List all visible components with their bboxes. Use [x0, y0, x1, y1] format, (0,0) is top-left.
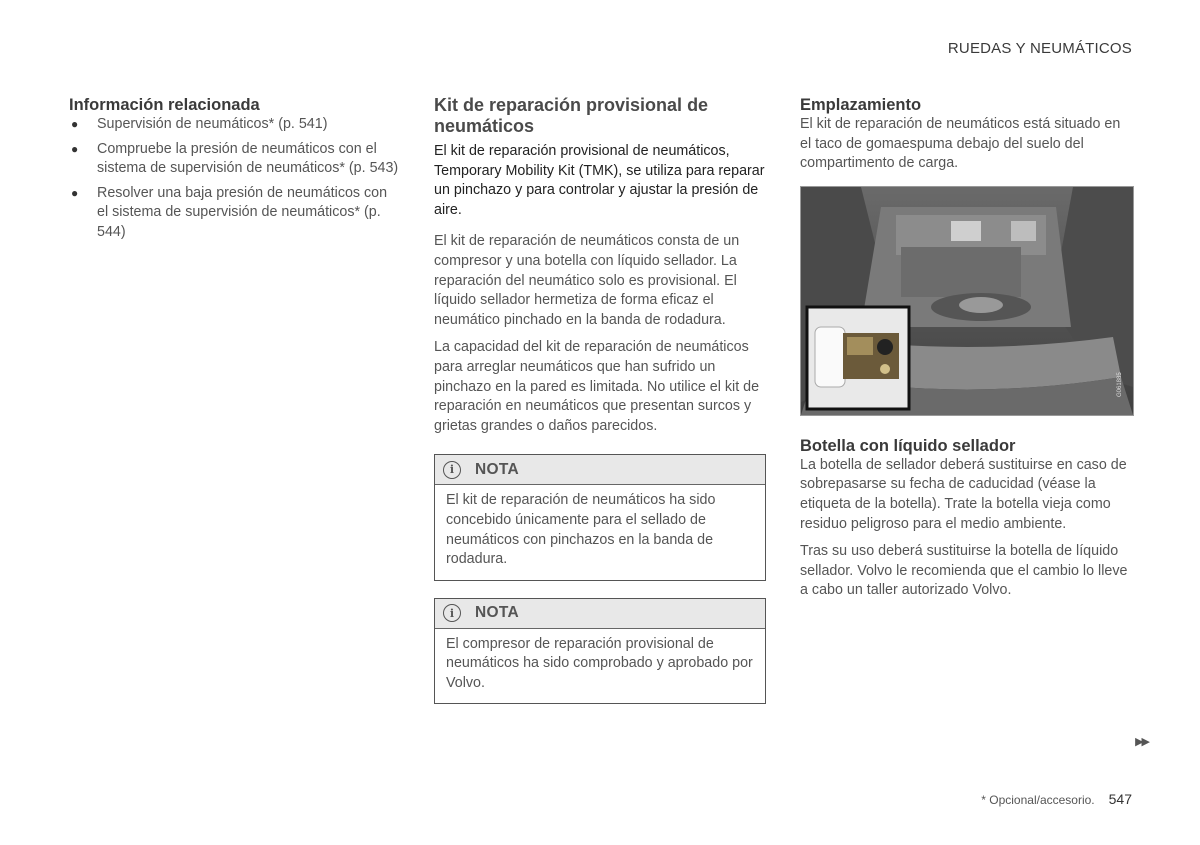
related-info-title: Información relacionada: [69, 96, 260, 114]
optional-accessory-note: * Opcional/accesorio.: [981, 793, 1095, 807]
note-text: El compresor de reparación provisional de neumáticos ha sido comprobado y aprobado por Volvo.: [446, 635, 753, 691]
repair-kit-paragraph-2: La capacidad del kit de reparación de neumáticos para arreglar neumáticos que han sufrido un pinchazo en la pared es limitada. No utilice el kit de reparación en neumáticos que presentan surcos y grietas grandes o daños parecidos.: [434, 339, 760, 434]
page-number: 547: [1108, 791, 1132, 807]
note-text: El kit de reparación de neumáticos ha sido concebido únicamente para el sellado de neumáticos con pinchazos en la banda de rodadura.: [446, 492, 716, 568]
note-title: NOTA: [475, 604, 519, 622]
bullet-icon: ●: [71, 117, 79, 131]
next-page-arrows-icon: ▶▶: [1135, 736, 1148, 748]
cargo-area-photo: [800, 186, 1134, 416]
location-column: [800, 95, 1134, 601]
related-link[interactable]: ● Resolver una baja presión de neumáticos con el sistema de supervisión de neumáticos* (p. 544): [71, 184, 388, 240]
note-box-1: [434, 454, 766, 580]
section-header: RUEDAS Y NEUMÁTICOS: [947, 40, 1132, 57]
repair-kit-lead: El kit de reparación provisional de neumáticos, Temporary Mobility Kit (TMK), se utiliza para reparar un pinchazo y para controlar y ajustar la presión de aire.: [434, 143, 765, 218]
note-box-2: [434, 598, 766, 705]
info-icon: i: [443, 461, 461, 479]
repair-kit-column: [434, 95, 766, 704]
note-header: [435, 455, 765, 485]
note-title: NOTA: [475, 460, 519, 478]
bullet-icon: ●: [71, 141, 79, 156]
sealant-paragraph-1: La botella de sellador deberá sustituirse en caso de sobrepasarse su fecha de caducidad (véase la etiqueta de la botella). Trate la botella vieja como residuo peligroso para el medio ambiente.: [800, 456, 1127, 532]
location-paragraph: El kit de reparación de neumáticos está situado en el taco de gomaespuma debajo del suelo del compartimento de carga.: [800, 116, 1121, 172]
bullet-icon: ●: [71, 185, 79, 200]
related-info-list: [69, 115, 399, 243]
related-link[interactable]: ● Compruebe la presión de neumáticos con el sistema de supervisión de neumáticos* (p. 543): [71, 140, 399, 177]
cargo-area-illustration: [801, 187, 1133, 415]
repair-kit-title: Kit de reparación provisional de neumáticos: [434, 95, 709, 136]
related-link[interactable]: ● Supervisión de neumáticos* (p. 541): [69, 115, 399, 135]
sealant-paragraph-2: Tras su uso deberá sustituirse la botella de líquido sellador. Volvo le recomienda que el cambio lo lleve a cabo un taller autorizado Volvo.: [800, 543, 1128, 599]
image-code: G061885: [1117, 372, 1123, 397]
repair-kit-paragraph-1: El kit de reparación de neumáticos consta de un compresor y una botella con líquido sellador. La reparación del neumático solo es provisional. El líquido sellador hermetiza de forma eficaz el neumático pinchado en la banda de rodadura.: [434, 233, 740, 328]
location-title: Emplazamiento: [800, 96, 922, 114]
info-icon: i: [443, 604, 461, 622]
footer: [981, 791, 1132, 807]
note-header: [435, 599, 765, 629]
related-info-column: [69, 95, 399, 248]
sealant-bottle-title: Botella con líquido sellador: [800, 436, 1016, 455]
